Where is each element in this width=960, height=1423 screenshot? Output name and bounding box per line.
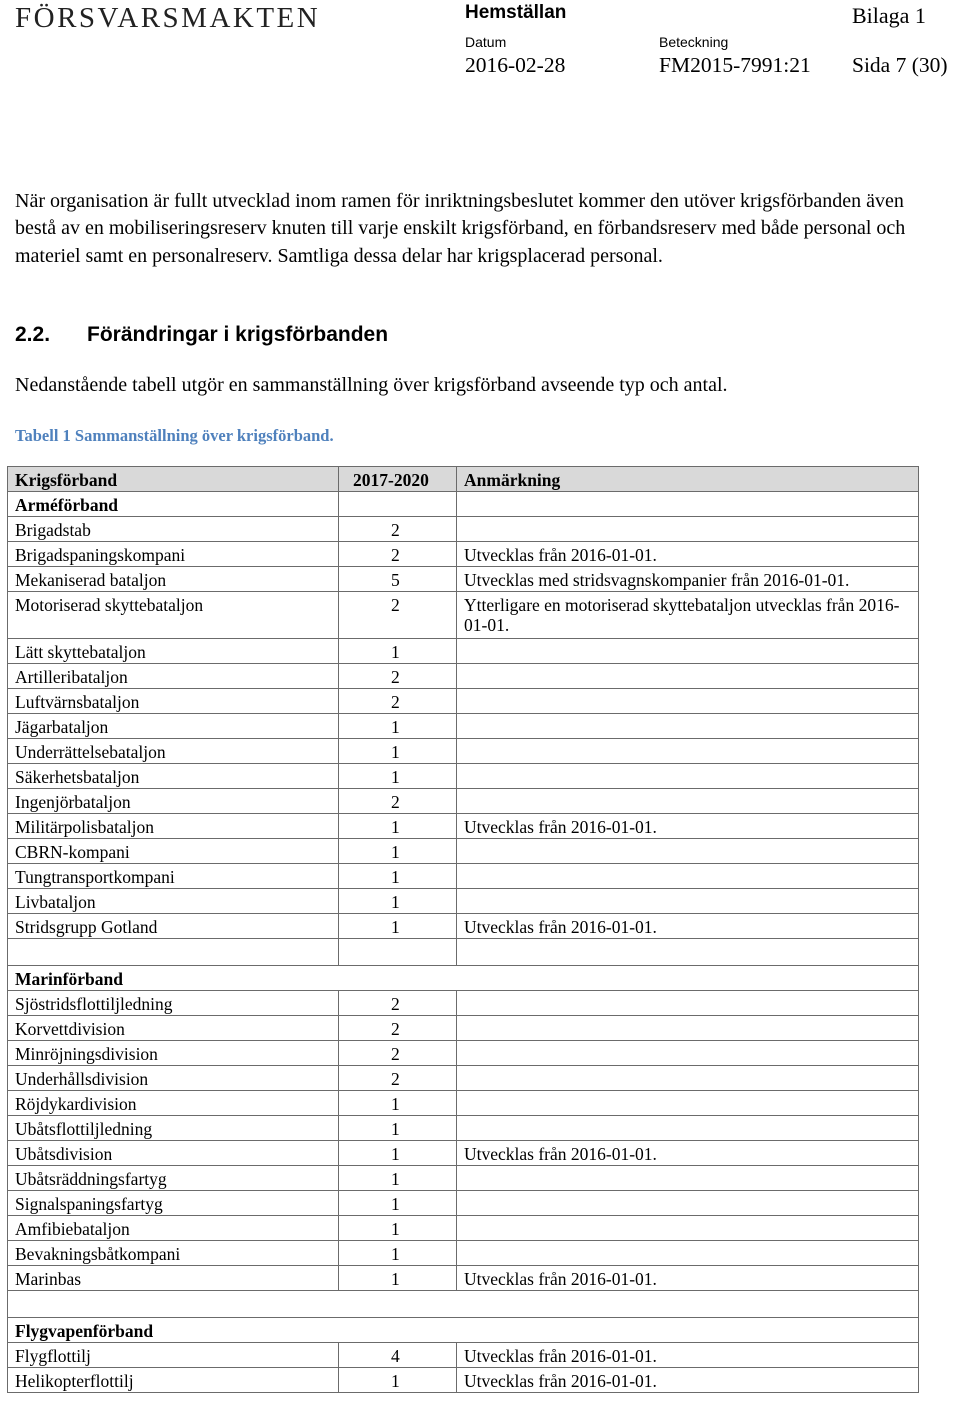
unit-name-cell: Ingenjörbataljon: [8, 789, 339, 814]
table-row: [8, 567, 919, 592]
table-row: [8, 664, 919, 689]
unit-count-cell: 1: [339, 814, 457, 839]
unit-name-cell: Sjöstridsflottiljledning: [8, 991, 339, 1016]
table-row: [8, 1368, 919, 1393]
unit-name-cell: Arméförband: [8, 492, 339, 517]
remark-cell: Utvecklas från 2016-01-01.: [457, 1141, 919, 1166]
unit-count-cell: 1: [339, 1216, 457, 1241]
unit-count-cell: 2: [339, 542, 457, 567]
body-paragraph: När organisation är fullt utvecklad inom ramen för inriktningsbeslutet kommer den utöver krigsförbanden även bestå av en mobiliseringsreserv knuten till varje enskilt krigsförband, en förbandsreserv med både personal och materiel samt en personalreserv. Samtliga dessa delar har krigsplacerad personal.: [15, 190, 906, 267]
date-label: Datum: [465, 34, 507, 50]
section-heading: [15, 323, 388, 347]
table-row: [8, 1066, 919, 1091]
remark-cell: [457, 889, 919, 914]
table-row: [8, 1116, 919, 1141]
unit-name-cell: Ubåtsflottiljledning: [8, 1116, 339, 1141]
table-row: [8, 864, 919, 889]
unit-count-cell: 1: [339, 1166, 457, 1191]
remark-cell: [457, 517, 919, 542]
table-row: [8, 1091, 919, 1116]
table-blank-row: [8, 1291, 919, 1318]
remark-cell: [457, 639, 919, 664]
unit-count-cell: 4: [339, 1343, 457, 1368]
unit-name-cell: Livbataljon: [8, 889, 339, 914]
remark-cell: [457, 689, 919, 714]
table-header-row: [8, 467, 919, 492]
unit-name-cell: Lätt skyttebataljon: [8, 639, 339, 664]
unit-name-cell: Amfibiebataljon: [8, 1216, 339, 1241]
unit-count-cell: 1: [339, 739, 457, 764]
remark-cell: [457, 1066, 919, 1091]
remark-cell: Utvecklas från 2016-01-01.: [457, 914, 919, 939]
unit-count-cell: 1: [339, 864, 457, 889]
reference-label: Beteckning: [659, 34, 729, 50]
unit-count-cell: 1: [339, 839, 457, 864]
unit-count-cell: 2: [339, 517, 457, 542]
table-row: [8, 1191, 919, 1216]
unit-count-cell: 1: [339, 1368, 457, 1393]
unit-count-cell: 2: [339, 991, 457, 1016]
unit-name-cell: Jägarbataljon: [8, 714, 339, 739]
table-row: [8, 689, 919, 714]
remark-cell: [457, 991, 919, 1016]
unit-name-cell: Korvettdivision: [8, 1016, 339, 1041]
remark-cell: [457, 714, 919, 739]
table-row: [8, 814, 919, 839]
unit-name-cell: Mekaniserad bataljon: [8, 567, 339, 592]
remark-cell: [457, 1016, 919, 1041]
table-row: [8, 764, 919, 789]
section-title: Förändringar i krigsförbanden: [87, 323, 389, 346]
remark-cell: [457, 492, 919, 517]
appendix-label: Bilaga 1: [852, 3, 926, 28]
unit-name-cell: Bevakningsbåtkompani: [8, 1241, 339, 1266]
table-row: [8, 914, 919, 939]
unit-name-cell: Säkerhetsbataljon: [8, 764, 339, 789]
table-row: [8, 639, 919, 664]
group-label: Flygvapenförband: [8, 1318, 919, 1343]
table-row: [8, 1216, 919, 1241]
table-row: [8, 714, 919, 739]
table-row: [8, 1266, 919, 1291]
remark-cell: Utvecklas från 2016-01-01.: [457, 814, 919, 839]
table-row: [8, 889, 919, 914]
table-group-row: [8, 492, 919, 517]
remark-cell: Utvecklas från 2016-01-01.: [457, 1368, 919, 1393]
document-type: Hemställan: [465, 2, 567, 23]
table-group-row: [8, 966, 919, 991]
unit-name-cell: Motoriserad skyttebataljon: [8, 592, 339, 639]
section-number: 2.2.: [15, 323, 51, 346]
unit-name-cell: Helikopterflottilj: [8, 1368, 339, 1393]
table-row: [8, 542, 919, 567]
table-row: [8, 839, 919, 864]
unit-name-cell: Brigadstab: [8, 517, 339, 542]
remark-cell: [457, 1191, 919, 1216]
header-period: 2017-2020: [339, 467, 457, 492]
remark-cell: [457, 839, 919, 864]
table-blank-row: [8, 939, 919, 966]
table-row: [8, 1166, 919, 1191]
unit-name-cell: Stridsgrupp Gotland: [8, 914, 339, 939]
remark-cell: [457, 1041, 919, 1066]
unit-count-cell: 1: [339, 714, 457, 739]
unit-count-cell: 2: [339, 1066, 457, 1091]
remark-cell: [457, 864, 919, 889]
unit-count-cell: 2: [339, 789, 457, 814]
unit-count-cell: 5: [339, 567, 457, 592]
unit-name-cell: Underrättelsebataljon: [8, 739, 339, 764]
remark-cell: [457, 1166, 919, 1191]
unit-name-cell: Signalspaningsfartyg: [8, 1191, 339, 1216]
unit-count-cell: [339, 939, 457, 966]
blank-cell: [8, 1291, 919, 1318]
unit-name-cell: Röjdykardivision: [8, 1091, 339, 1116]
remark-cell: [457, 1091, 919, 1116]
unit-name-cell: Underhållsdivision: [8, 1066, 339, 1091]
table-row: [8, 789, 919, 814]
unit-count-cell: 1: [339, 914, 457, 939]
table-row: [8, 517, 919, 542]
unit-name-cell: Ubåtsräddningsfartyg: [8, 1166, 339, 1191]
unit-count-cell: 2: [339, 592, 457, 639]
header-unit: Krigsförband: [8, 467, 339, 492]
remark-cell: Utvecklas med stridsvagnskompanier från 2016-01-01.: [457, 567, 919, 592]
intro-text: Nedanstående tabell utgör en sammanställning över krigsförband avseende typ och antal.: [15, 374, 728, 396]
unit-count-cell: 2: [339, 689, 457, 714]
unit-count-cell: 2: [339, 1016, 457, 1041]
remark-cell: [457, 739, 919, 764]
unit-count-cell: 1: [339, 1241, 457, 1266]
unit-count-cell: 1: [339, 1116, 457, 1141]
unit-name-cell: Minröjningsdivision: [8, 1041, 339, 1066]
group-label: Marinförband: [8, 966, 919, 991]
unit-table: [7, 466, 919, 1393]
unit-count-cell: 1: [339, 1266, 457, 1291]
remark-cell: Utvecklas från 2016-01-01.: [457, 1343, 919, 1368]
remark-cell: Utvecklas från 2016-01-01.: [457, 542, 919, 567]
remark-cell: Utvecklas från 2016-01-01.: [457, 1266, 919, 1291]
unit-count-cell: 1: [339, 764, 457, 789]
table-row: [8, 1343, 919, 1368]
page-number: Sida 7 (30): [852, 53, 948, 77]
unit-count-cell: 2: [339, 1041, 457, 1066]
remark-cell: [457, 1116, 919, 1141]
table-row: [8, 592, 919, 639]
logo: FÖRSVARSMAKTEN: [15, 2, 321, 34]
unit-name-cell: Artilleribataljon: [8, 664, 339, 689]
remark-cell: [457, 664, 919, 689]
reference-value: FM2015-7991:21: [659, 53, 811, 77]
remark-cell: [457, 1216, 919, 1241]
unit-count-cell: 1: [339, 1091, 457, 1116]
table-row: [8, 1041, 919, 1066]
unit-name-cell: CBRN-kompani: [8, 839, 339, 864]
unit-name-cell: Brigadspaningskompani: [8, 542, 339, 567]
date-value: 2016-02-28: [465, 53, 566, 77]
unit-count-cell: 1: [339, 1141, 457, 1166]
table-caption: Tabell 1 Sammanställning över krigsförband.: [15, 426, 334, 445]
table-row: [8, 1016, 919, 1041]
unit-name-cell: Luftvärnsbataljon: [8, 689, 339, 714]
unit-count-cell: 2: [339, 664, 457, 689]
table-row: [8, 1141, 919, 1166]
header-remark: Anmärkning: [457, 467, 919, 492]
unit-name-cell: Flygflottilj: [8, 1343, 339, 1368]
unit-name-cell: Ubåtsdivision: [8, 1141, 339, 1166]
table-group-row: [8, 1318, 919, 1343]
unit-name-cell: Tungtransportkompani: [8, 864, 339, 889]
unit-count-cell: 1: [339, 1191, 457, 1216]
remark-cell: [457, 1241, 919, 1266]
table-row: [8, 739, 919, 764]
table-row: [8, 1241, 919, 1266]
unit-count-cell: [339, 492, 457, 517]
remark-cell: Ytterligare en motoriserad skyttebataljon utvecklas från 2016-01-01.: [457, 592, 919, 639]
remark-cell: [457, 939, 919, 966]
unit-name-cell: Marinbas: [8, 1266, 339, 1291]
table-row: [8, 991, 919, 1016]
unit-count-cell: 1: [339, 639, 457, 664]
remark-cell: [457, 789, 919, 814]
unit-name-cell: [8, 939, 339, 966]
remark-cell: [457, 764, 919, 789]
unit-count-cell: 1: [339, 889, 457, 914]
unit-name-cell: Militärpolisbataljon: [8, 814, 339, 839]
